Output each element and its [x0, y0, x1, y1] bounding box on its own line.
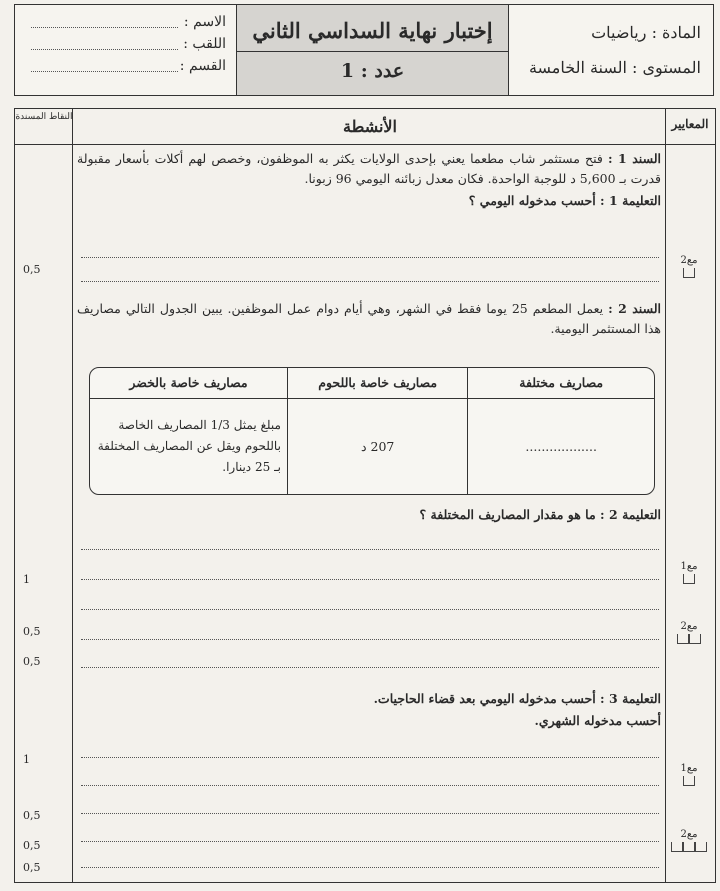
expenses-table [89, 367, 655, 495]
task-3-block [77, 687, 661, 731]
table-cell-vegetables: مبلغ يمثل 1/3 المصاريف الخاصة باللحوم ويقل عن المصاريف المختلفة بـ 25 دينارا. [90, 398, 287, 494]
task-2: التعليمة 2 : ما هو مقدار المصاريف المختلفة ؟ [419, 507, 661, 522]
table-cell-misc[interactable]: .................. [468, 398, 654, 494]
answer-line[interactable] [81, 867, 659, 868]
criteria-item [669, 621, 709, 644]
grade-box[interactable] [683, 268, 695, 278]
task-1: التعليمة 1 : أحسب مدخوله اليومي ؟ [468, 193, 661, 208]
points-value: 0,5 [23, 655, 41, 668]
answer-line[interactable] [81, 281, 659, 282]
name-field[interactable] [31, 16, 178, 28]
points-value: 1 [23, 753, 30, 766]
grade-box[interactable] [677, 634, 689, 644]
grade-box[interactable] [683, 842, 695, 852]
exam-header [14, 4, 714, 96]
criteria-label: مع1 [680, 763, 698, 774]
table-header-misc: مصاريف مختلفة [468, 368, 654, 398]
context-2-text: يعمل المطعم 25 يوما فقط في الشهر، وهي أيام دوام عمل الموظفين. يبين الجدول التالي مصاريف هذا المستثمر اليومية. [77, 301, 661, 336]
answer-line[interactable] [81, 639, 659, 640]
exam-title-box [237, 5, 509, 95]
points-value: 0,5 [23, 263, 41, 276]
context-1 [77, 149, 661, 211]
answer-line[interactable] [81, 609, 659, 610]
exam-title: إختبار نهاية السداسي الثاني [252, 18, 493, 43]
points-heading: النقاط المسندة [15, 112, 73, 122]
name-label: الاسم : [183, 14, 226, 30]
exam-grid [14, 108, 716, 883]
criteria-label: مع2 [680, 829, 698, 840]
criteria-item [669, 763, 709, 786]
points-value: 0,5 [23, 625, 41, 638]
answer-line[interactable] [81, 757, 659, 758]
grade-box[interactable] [683, 574, 695, 584]
points-value: 0,5 [23, 809, 41, 822]
points-value: 0,5 [23, 861, 41, 874]
context-2-label: السند 2 : [608, 301, 662, 316]
context-1-label: السند 1 : [607, 151, 661, 166]
student-info [15, 5, 237, 95]
section-label: القسم : [179, 58, 226, 74]
table-header-meat: مصاريف خاصة باللحوم [287, 368, 467, 398]
grid-header [15, 109, 715, 145]
criteria-label: مع2 [680, 621, 698, 632]
table-header-vegetables: مصاريف خاصة بالخضر [90, 368, 287, 398]
answer-line[interactable] [81, 841, 659, 842]
answer-line[interactable] [81, 813, 659, 814]
context-2 [77, 299, 661, 339]
task-3-line-1: التعليمة 3 : أحسب مدخوله اليومي بعد قضاء الحاجيات. [373, 691, 661, 706]
answer-line[interactable] [81, 785, 659, 786]
context-1-text: فتح مستثمر شاب مطعما يعني بإحدى الولايات يكثر به الموظفون، وخصص لهم أكلات بأسعار مقبولة قدرت بـ 5,600 د للوجبة الواحدة. فكان معدل زبائنه اليومي 96 زبونا. [77, 151, 661, 186]
subject: المادة : رياضيات [591, 23, 701, 42]
criteria-item [669, 255, 709, 278]
activities-heading: الأنشطة [343, 117, 397, 136]
subject-info [509, 5, 713, 95]
grade-box[interactable] [695, 842, 707, 852]
answer-line[interactable] [81, 257, 659, 258]
criteria-item [669, 829, 709, 852]
answer-line[interactable] [81, 579, 659, 580]
grade-box[interactable] [671, 842, 683, 852]
criteria-item [669, 561, 709, 584]
section-field[interactable] [31, 60, 178, 72]
grade-box[interactable] [689, 634, 701, 644]
points-value: 1 [23, 573, 30, 586]
points-column [15, 109, 73, 882]
grade-box[interactable] [683, 776, 695, 786]
level: المستوى : السنة الخامسة [528, 58, 701, 77]
answer-line[interactable] [81, 667, 659, 668]
table-cell-meat: 207 د [287, 398, 467, 494]
task-2-block [77, 503, 661, 525]
surname-field[interactable] [31, 38, 178, 50]
criteria-label: مع2 [680, 255, 698, 266]
answer-line[interactable] [81, 549, 659, 550]
points-value: 0,5 [23, 839, 41, 852]
criteria-label: مع1 [680, 561, 698, 572]
exam-number: عدد : 1 [340, 60, 405, 82]
task-3-line-2: أحسب مدخوله الشهري. [534, 713, 661, 728]
criteria-heading: المعايير [671, 117, 709, 131]
surname-label: اللقب : [183, 36, 226, 52]
